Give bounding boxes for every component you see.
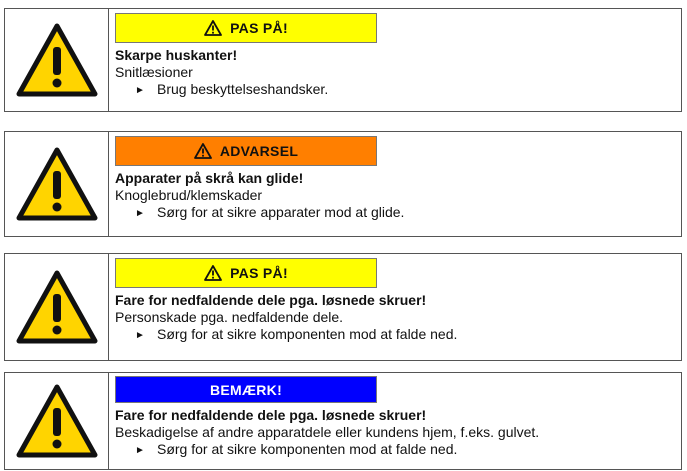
safety-notice-caution-falling-parts bbox=[4, 253, 682, 361]
hazard-title: Skarpe huskanter! bbox=[115, 47, 238, 63]
signal-word-label: PAS PÅ! bbox=[230, 265, 288, 281]
triangle-right-bullet-icon: ► bbox=[135, 85, 145, 96]
safety-notice-warning-sliding-appliances bbox=[4, 131, 682, 237]
safety-notice-note-property-damage bbox=[4, 372, 682, 470]
warning-triangle-outline-icon bbox=[204, 265, 222, 281]
notice-content bbox=[115, 258, 675, 344]
hazard-title: Fare for nedfaldende dele pga. løsnede skruer! bbox=[115, 407, 427, 423]
signal-word-badge bbox=[115, 376, 377, 403]
notice-content bbox=[115, 13, 675, 99]
warning-triangle-outline-icon bbox=[204, 20, 222, 36]
triangle-right-bullet-icon: ► bbox=[135, 330, 145, 341]
hazard-action bbox=[115, 204, 675, 222]
hazard-action bbox=[115, 326, 675, 344]
icon-cell bbox=[5, 132, 109, 236]
hazard-action-text: Brug beskyttelseshandsker. bbox=[157, 81, 329, 97]
icon-cell bbox=[5, 373, 109, 469]
hazard-action bbox=[115, 81, 675, 99]
hazard-consequence: Personskade pga. nedfaldende dele. bbox=[115, 309, 344, 325]
notice-content bbox=[115, 136, 675, 222]
warning-triangle-icon bbox=[16, 23, 98, 97]
warning-triangle-icon bbox=[16, 147, 98, 221]
hazard-action-text: Sørg for at sikre komponenten mod at falde ned. bbox=[157, 441, 458, 457]
safety-notice-caution-sharp-edges bbox=[4, 8, 682, 112]
hazard-consequence: Snitlæsioner bbox=[115, 64, 193, 80]
triangle-right-bullet-icon: ► bbox=[135, 445, 145, 456]
hazard-action-text: Sørg for at sikre komponenten mod at falde ned. bbox=[157, 326, 458, 342]
hazard-title: Apparater på skrå kan glide! bbox=[115, 170, 304, 186]
hazard-action-text: Sørg for at sikre apparater mod at glide. bbox=[157, 204, 405, 220]
hazard-title: Fare for nedfaldende dele pga. løsnede skruer! bbox=[115, 292, 427, 308]
triangle-right-bullet-icon: ► bbox=[135, 208, 145, 219]
signal-word-badge bbox=[115, 136, 377, 166]
notice-content bbox=[115, 376, 675, 459]
warning-triangle-icon bbox=[16, 384, 98, 458]
warning-triangle-outline-icon bbox=[194, 143, 212, 159]
signal-word-label: PAS PÅ! bbox=[230, 20, 288, 36]
hazard-consequence: Beskadigelse af andre apparatdele eller kundens hjem, f.eks. gulvet. bbox=[115, 424, 540, 440]
signal-word-label: ADVARSEL bbox=[219, 143, 299, 159]
icon-cell bbox=[5, 9, 109, 111]
signal-word-badge bbox=[115, 13, 377, 43]
icon-cell bbox=[5, 254, 109, 360]
signal-word-label: BEMÆRK! bbox=[209, 381, 283, 398]
hazard-action bbox=[115, 441, 675, 459]
signal-word-badge bbox=[115, 258, 377, 288]
warning-triangle-icon bbox=[16, 270, 98, 344]
hazard-consequence: Knoglebrud/klemskader bbox=[115, 187, 263, 203]
